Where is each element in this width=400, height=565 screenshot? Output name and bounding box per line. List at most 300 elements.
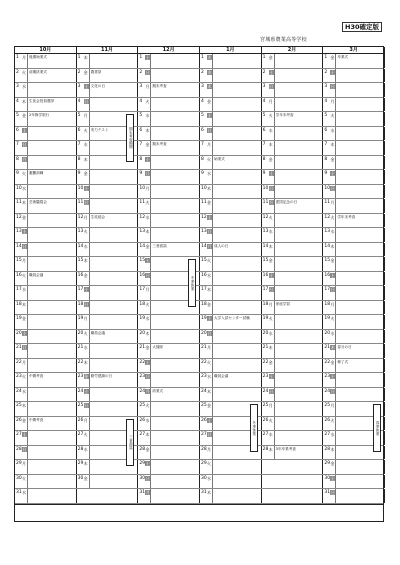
weekday-label: 月 xyxy=(330,403,335,408)
day-cell xyxy=(262,446,324,460)
event-text: 家庭学習 xyxy=(275,301,291,306)
weekday-label: 木 xyxy=(330,142,335,147)
day-row xyxy=(15,489,383,504)
day-cell xyxy=(138,170,200,184)
day-cell xyxy=(138,69,200,83)
day-number: 26 xyxy=(262,417,269,423)
weekday-label: 金 xyxy=(22,316,26,321)
day-cell xyxy=(15,199,77,213)
day-number: 15 xyxy=(262,258,269,263)
day-number: 31 xyxy=(201,490,207,495)
day-cell xyxy=(262,388,324,402)
day-row xyxy=(15,431,383,446)
weekday-label: 月 xyxy=(83,417,88,423)
day-number: 23 xyxy=(262,374,269,379)
day-cell xyxy=(77,228,139,242)
weekday-label: 木 xyxy=(22,98,26,104)
day-number: 5 xyxy=(139,113,143,118)
day-number: 11 xyxy=(77,200,84,205)
weekday-label: 木 xyxy=(268,446,273,452)
event-text: 生徒会役員選挙 xyxy=(29,98,55,103)
day-number: 3 xyxy=(201,84,204,89)
day-cell xyxy=(200,257,262,271)
weekday-label: 水 xyxy=(207,272,211,278)
day-cell xyxy=(200,185,262,199)
weekday-label: 木 xyxy=(145,432,150,437)
day-number: 5 xyxy=(324,113,328,118)
event-text: 終業式 xyxy=(152,388,164,393)
day-number: 21 xyxy=(139,345,146,350)
weekday-label: 金 xyxy=(145,446,150,452)
day-cell xyxy=(200,127,262,141)
day-number: 31 xyxy=(324,490,331,495)
day-cell xyxy=(262,460,324,474)
weekday-label: 日 xyxy=(207,229,212,234)
day-number: 9 xyxy=(77,171,81,176)
weekday-label: 火 xyxy=(268,316,273,321)
day-cell xyxy=(77,286,139,300)
event-text: 生徒総会 xyxy=(90,214,106,219)
day-cell xyxy=(15,431,77,445)
period-label: 期末考査期間 xyxy=(126,114,134,162)
day-cell xyxy=(200,344,262,358)
day-cell xyxy=(15,460,77,474)
weekday-label: 月 xyxy=(207,446,211,452)
weekday-label: 木 xyxy=(268,142,273,147)
day-cell xyxy=(323,185,385,199)
day-number: 25 xyxy=(139,403,146,408)
day-number: 6 xyxy=(77,127,81,133)
day-row xyxy=(15,199,383,214)
day-number: 19 xyxy=(324,316,331,321)
weekday-label: 日 xyxy=(145,475,150,481)
day-number: 14 xyxy=(262,243,269,249)
day-cell xyxy=(262,475,324,489)
day-number: 29 xyxy=(324,461,331,466)
weekday-label: 土 xyxy=(84,287,89,292)
day-number: 24 xyxy=(77,388,84,394)
day-number: 19 xyxy=(16,316,22,321)
day-number: 15 xyxy=(77,258,84,263)
weekday-label: 水 xyxy=(145,113,150,118)
day-cell xyxy=(77,98,139,112)
weekday-label: 水 xyxy=(83,446,88,452)
day-row xyxy=(15,228,383,243)
weekday-label: 火 xyxy=(330,214,335,220)
month-header: 10月 xyxy=(15,47,77,54)
day-number: 20 xyxy=(201,330,207,336)
weekday-label: 木 xyxy=(22,301,26,307)
weekday-label: 日 xyxy=(330,490,335,495)
day-cell xyxy=(138,243,200,257)
weekday-label: 水 xyxy=(22,388,26,394)
day-cell xyxy=(323,330,385,344)
day-number: 15 xyxy=(201,258,207,263)
day-row xyxy=(15,446,383,461)
day-number: 27 xyxy=(16,432,22,437)
day-number: 8 xyxy=(16,156,19,162)
day-number: 24 xyxy=(16,388,22,394)
weekday-label: 日 xyxy=(330,84,335,89)
day-number: 17 xyxy=(139,287,146,292)
period-label: 冬季休業 xyxy=(188,259,196,307)
day-row xyxy=(15,417,383,432)
day-number: 2 xyxy=(324,69,328,75)
day-cell xyxy=(138,98,200,112)
day-number: 18 xyxy=(262,301,269,307)
month-header: 11月 xyxy=(77,47,139,54)
day-cell xyxy=(15,228,77,242)
weekday-label: 金 xyxy=(145,243,150,249)
weekday-label: 水 xyxy=(145,417,150,423)
day-number: 16 xyxy=(16,272,22,278)
day-cell xyxy=(262,127,324,141)
weekday-label: 月 xyxy=(330,301,335,307)
weekday-label: 木 xyxy=(207,388,211,394)
day-cell xyxy=(200,214,262,228)
day-number: 10 xyxy=(16,185,22,191)
day-cell xyxy=(15,286,77,300)
day-number: 24 xyxy=(324,388,331,394)
day-number: 8 xyxy=(139,156,143,162)
day-number: 10 xyxy=(201,185,207,191)
event-text: 卒業式 xyxy=(337,55,349,59)
weekday-label: 木 xyxy=(145,229,150,234)
day-cell xyxy=(138,214,200,228)
day-number: 5 xyxy=(77,113,81,118)
day-number: 23 xyxy=(201,374,207,379)
weekday-label: 木 xyxy=(83,359,88,365)
day-cell xyxy=(77,243,139,257)
weekday-label: 水 xyxy=(83,243,88,249)
day-number: 21 xyxy=(16,345,22,350)
weekday-label: 日 xyxy=(330,287,335,292)
day-cell xyxy=(15,402,77,416)
weekday-label: 火 xyxy=(207,461,211,466)
weekday-label: 火 xyxy=(330,316,335,321)
weekday-label: 日 xyxy=(269,84,274,89)
weekday-label: 日 xyxy=(207,127,212,133)
day-cell xyxy=(15,446,77,460)
day-cell xyxy=(138,54,200,68)
day-cell xyxy=(15,359,77,373)
weekday-label: 月 xyxy=(83,214,88,220)
day-number: 23 xyxy=(324,374,331,379)
weekday-label: 月 xyxy=(145,287,150,292)
day-number: 18 xyxy=(77,301,84,307)
day-cell xyxy=(262,156,324,170)
weekday-label: 日 xyxy=(269,287,274,292)
weekday-label: 水 xyxy=(268,432,273,437)
day-number: 24 xyxy=(262,388,269,394)
day-cell xyxy=(200,243,262,257)
weekday-label: 月 xyxy=(330,98,335,104)
day-number: 20 xyxy=(16,330,22,336)
day-number: 18 xyxy=(324,301,331,307)
day-number: 4 xyxy=(77,98,81,104)
day-cell xyxy=(323,359,385,373)
day-cell xyxy=(262,330,324,344)
weekday-label: 月 xyxy=(145,84,150,89)
weekday-label: 土 xyxy=(269,374,274,379)
weekday-label: 水 xyxy=(268,330,273,336)
day-number: 16 xyxy=(262,272,269,278)
weekday-label: 月 xyxy=(145,388,150,394)
day-cell xyxy=(200,228,262,242)
weekday-label: 日 xyxy=(84,200,89,205)
weekday-label: 金 xyxy=(83,272,88,278)
weekday-label: 金 xyxy=(330,359,335,365)
weekday-label: 水 xyxy=(145,316,150,321)
weekday-label: 金 xyxy=(268,359,273,365)
day-number: 21 xyxy=(77,345,84,350)
event-text: 修了式 xyxy=(337,359,349,364)
day-cell xyxy=(138,344,200,358)
day-number: 28 xyxy=(139,446,146,452)
day-number: 19 xyxy=(77,316,84,321)
day-number: 3 xyxy=(77,84,81,89)
day-number: 21 xyxy=(262,345,269,350)
weekday-label: 日 xyxy=(269,185,274,191)
day-cell xyxy=(323,286,385,300)
day-number: 27 xyxy=(262,432,269,437)
day-number: 29 xyxy=(139,461,146,466)
day-number: 17 xyxy=(16,287,22,292)
day-cell xyxy=(138,446,200,460)
day-number: 25 xyxy=(324,403,331,408)
day-number: 1 xyxy=(139,55,143,60)
day-cell xyxy=(323,243,385,257)
day-cell xyxy=(138,112,200,126)
event-text: 始業式 xyxy=(214,156,225,161)
day-number: 2 xyxy=(262,69,266,75)
weekday-label: 金 xyxy=(207,301,211,307)
weekday-label: 火 xyxy=(330,113,335,118)
weekday-label: 土 xyxy=(330,171,335,176)
weekday-label: 木 xyxy=(83,461,88,466)
weekday-label: 日 xyxy=(84,403,89,408)
day-number: 30 xyxy=(201,475,207,481)
weekday-label: 日 xyxy=(330,185,335,191)
day-cell xyxy=(138,185,200,199)
day-number: 27 xyxy=(324,432,331,437)
day-number: 2 xyxy=(201,69,204,75)
day-number: 7 xyxy=(262,142,266,147)
day-cell xyxy=(262,185,324,199)
day-cell xyxy=(200,315,262,329)
day-cell xyxy=(200,83,262,97)
day-cell xyxy=(323,141,385,155)
day-cell xyxy=(323,69,385,83)
day-cell xyxy=(323,214,385,228)
event-text: 後期始業式 xyxy=(29,55,47,59)
day-number: 22 xyxy=(16,359,22,365)
day-cell xyxy=(15,243,77,257)
weekday-label: 日 xyxy=(84,98,89,104)
day-number: 6 xyxy=(324,127,328,133)
weekday-label: 月 xyxy=(145,490,150,495)
weekday-label: 土 xyxy=(22,432,27,437)
day-cell xyxy=(138,199,200,213)
event-text: 勤労感謝の日 xyxy=(90,374,113,378)
day-cell xyxy=(200,199,262,213)
weekday-label: 木 xyxy=(330,243,335,249)
day-cell xyxy=(77,301,139,315)
day-number: 4 xyxy=(201,98,204,104)
weekday-label: 木 xyxy=(22,200,26,205)
day-cell xyxy=(262,98,324,112)
weekday-label: 日 xyxy=(269,388,274,394)
weekday-label: 水 xyxy=(207,475,211,481)
day-number: 11 xyxy=(139,200,146,205)
day-number: 12 xyxy=(77,214,84,220)
weekday-label: 水 xyxy=(207,171,211,176)
weekday-label: 金 xyxy=(145,345,150,350)
event-text: 実力テスト xyxy=(90,127,109,132)
day-number: 27 xyxy=(201,432,207,437)
weekday-label: 木 xyxy=(83,258,88,263)
day-cell xyxy=(15,417,77,431)
weekday-label: 火 xyxy=(22,171,26,176)
day-cell xyxy=(262,417,324,431)
day-cell xyxy=(262,489,324,503)
day-number: 22 xyxy=(324,359,331,365)
day-number: 14 xyxy=(324,243,331,249)
day-number: 13 xyxy=(262,229,269,234)
day-number: 15 xyxy=(324,258,331,263)
day-number: 17 xyxy=(77,287,84,292)
weekday-label: 水 xyxy=(83,345,88,350)
day-number: 3 xyxy=(324,84,328,89)
weekday-label: 土 xyxy=(84,388,89,394)
day-cell xyxy=(138,417,200,431)
event-text: 学年末考査 xyxy=(337,214,356,219)
weekday-label: 金 xyxy=(330,55,335,60)
weekday-label: 火 xyxy=(83,127,88,133)
weekday-label: 木 xyxy=(330,446,335,452)
weekday-label: 金 xyxy=(268,55,273,60)
day-row xyxy=(15,185,383,200)
day-cell xyxy=(200,170,262,184)
day-number: 13 xyxy=(324,229,331,234)
day-cell xyxy=(77,214,139,228)
day-cell xyxy=(200,301,262,315)
day-cell xyxy=(138,431,200,445)
event-text: 建国記念の日 xyxy=(275,200,298,204)
day-number: 5 xyxy=(262,113,266,118)
day-row xyxy=(15,344,383,359)
day-row xyxy=(15,286,383,301)
day-cell xyxy=(323,127,385,141)
day-number: 26 xyxy=(201,417,207,423)
day-row xyxy=(15,315,383,330)
weekday-label: 木 xyxy=(22,403,26,408)
day-row xyxy=(15,112,383,127)
day-number: 22 xyxy=(77,359,84,365)
day-cell xyxy=(323,460,385,474)
day-row xyxy=(15,127,383,142)
day-number: 30 xyxy=(324,475,331,481)
day-number: 18 xyxy=(201,301,207,307)
weekday-label: 月 xyxy=(207,345,211,350)
weekday-label: 金 xyxy=(330,461,335,466)
day-number: 7 xyxy=(324,142,328,147)
weekday-label: 水 xyxy=(145,214,150,220)
day-number: 22 xyxy=(262,359,269,365)
weekday-label: 土 xyxy=(330,272,335,278)
day-cell xyxy=(262,373,324,387)
weekday-label: 月 xyxy=(269,200,274,205)
day-number: 14 xyxy=(201,243,207,249)
weekday-label: 土 xyxy=(330,69,335,75)
weekday-label: 金 xyxy=(207,403,211,408)
weekday-label: 土 xyxy=(145,156,150,162)
weekday-label: 土 xyxy=(145,258,150,263)
month-header: 2月 xyxy=(262,47,324,54)
weekday-label: 土 xyxy=(330,475,335,481)
day-cell xyxy=(77,272,139,286)
day-number: 11 xyxy=(201,200,207,205)
weekday-label: 木 xyxy=(145,127,150,133)
day-cell xyxy=(138,156,200,170)
day-cell xyxy=(200,69,262,83)
weekday-label: 火 xyxy=(268,214,273,220)
day-row xyxy=(15,98,383,113)
day-cell xyxy=(262,112,324,126)
day-number: 16 xyxy=(201,272,207,278)
event-text: 職員会議 xyxy=(214,374,229,378)
day-number: 6 xyxy=(262,127,266,133)
event-text: 学年末考査 xyxy=(275,113,294,117)
day-cell xyxy=(262,228,324,242)
day-row xyxy=(15,388,383,403)
day-number: 29 xyxy=(201,461,207,466)
day-number: 28 xyxy=(324,446,331,452)
day-number: 24 xyxy=(139,388,146,394)
weekday-label: 月 xyxy=(22,258,26,263)
day-cell xyxy=(323,228,385,242)
weekday-label: 金 xyxy=(83,475,88,481)
day-number: 14 xyxy=(16,243,22,249)
month-header: 3月 xyxy=(323,47,385,54)
day-cell xyxy=(323,272,385,286)
day-cell xyxy=(262,431,324,445)
weekday-label: 土 xyxy=(22,229,27,234)
event-text: 職員会議 xyxy=(29,272,44,277)
event-text: 前期終業式 xyxy=(29,69,47,74)
weekday-label: 水 xyxy=(22,185,26,191)
weekday-label: 月 xyxy=(207,243,212,249)
day-cell xyxy=(77,402,139,416)
day-number: 16 xyxy=(139,272,146,278)
day-cell xyxy=(323,170,385,184)
day-cell xyxy=(323,344,385,358)
day-row xyxy=(15,475,383,490)
day-number: 12 xyxy=(262,214,269,220)
weekday-label: 土 xyxy=(207,113,212,118)
day-cell xyxy=(262,257,324,271)
weekday-label: 土 xyxy=(145,55,150,60)
weekday-label: 水 xyxy=(330,432,335,437)
day-number: 2 xyxy=(16,69,19,75)
day-number: 23 xyxy=(77,374,84,379)
weekday-label: 金 xyxy=(207,200,211,205)
day-number: 12 xyxy=(201,214,207,220)
weekday-label: 日 xyxy=(84,301,89,307)
day-number: 2 xyxy=(139,69,143,75)
day-number: 14 xyxy=(77,243,84,249)
weekday-label: 日 xyxy=(207,330,212,336)
